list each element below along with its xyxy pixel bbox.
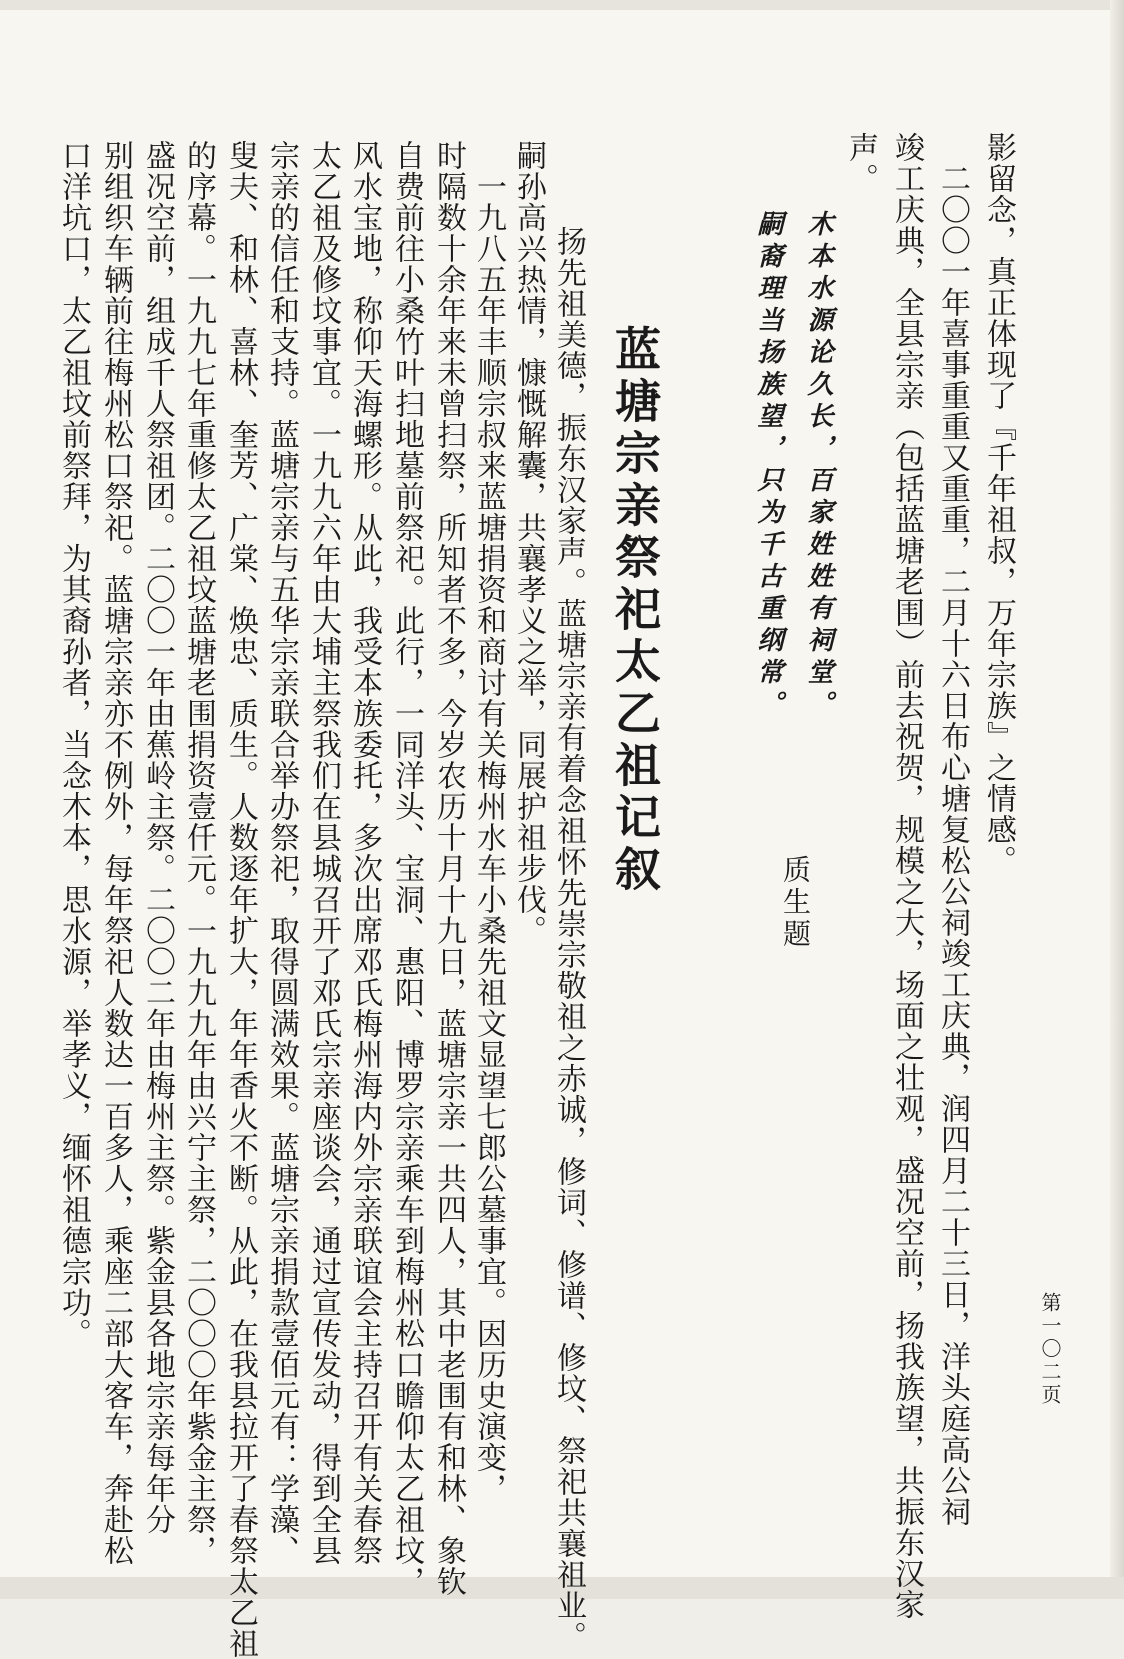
body-text-line: 扬先祖美德，振东汉家声。蓝塘宗亲有着念祖怀先崇宗敬祖之赤诚，修词、修谱、修坟、祭祀共襄祖业。 — [551, 195, 586, 1652]
body-text-line: 叟夫、和林、喜林、奎芳、广棠、焕忠、质生。人数逐年扩大，年年香火不断。从此，在我县拉开了春祭太乙祖 — [223, 140, 258, 1659]
body-text-line: 太乙祖及修坟事宜。一九九六年由大埔主祭我们在县城召开了邓氏宗亲座谈会，通过宣传发动，得到全县 — [306, 140, 341, 1566]
upper-text-line: 竣工庆典，全县宗亲（包括蓝塘老围）前去祝贺，规模之大，场面之壮观，盛况空前，扬我族望，共振东汉家 — [889, 132, 924, 1620]
body-text-line: 风水宝地，称仰天海螺形。从此，我受本族委托，多次出席邓氏梅州海内外宗亲联谊会主持召开有关春祭 — [347, 140, 382, 1566]
upper-text-line: 二〇〇一年喜事重重又重重，二月十六日布心塘复松公祠竣工庆典，润四月二十三日，洋头庭高公祠 — [935, 132, 970, 1527]
body-text-line: 盛况空前，组成千人祭祖团。二〇〇一年由蕉岭主祭。二〇〇二年由梅州主祭。紫金县各地宗亲每年分 — [140, 140, 175, 1535]
body-text-line: 嗣孙高兴热情，慷慨解囊，共襄孝义之举，同展护祖步伐。 — [511, 140, 546, 946]
body-text-line: 的序幕。一九九七年重修太乙祖坟蓝塘老围捐资壹仟元。一九九九年由兴宁主祭，二〇〇〇年紫金主祭， — [181, 140, 216, 1566]
body-text-line: 一九八五年丰顺宗叔来蓝塘捐资和商讨有关梅州水车小桑先祖文显望七郎公墓事宜。因历史演变， — [471, 140, 506, 1504]
page-number: 第一〇二页 — [1038, 1292, 1062, 1407]
poem-line: 嗣裔理当扬族望，只为千古重纲常。 — [753, 210, 783, 722]
article-title: 蓝塘宗亲祭祀太乙祖记叙 — [608, 325, 662, 897]
page-edge-right — [1110, 0, 1124, 1599]
upper-text-line: 影留念，真正体现了『千年祖叔，万年宗族』之情感。 — [981, 132, 1016, 876]
body-text-line: 时隔数十余年来未曾扫祭，所知者不多，今岁农历十月十九日，蓝塘宗亲一共四人，其中老围有和林、象钦 — [431, 140, 466, 1597]
page-edge-top — [0, 0, 1124, 10]
poem-line: 木本水源论久长，百家姓姓有祠堂。 — [803, 210, 833, 722]
body-text-line: 别组织车辆前往梅州松口祭祀。蓝塘宗亲亦不例外，每年祭祀人数达一百多人，乘座二部大客车，奔赴松 — [98, 140, 133, 1566]
upper-text-line: 声。 — [843, 132, 878, 194]
body-text-line: 自费前往小桑竹叶扫地墓前祭祀。此行，一同洋头、宝洞、惠阳、博罗宗亲乘车到梅州松口瞻仰太乙祖坟， — [389, 140, 424, 1597]
signature: 质生题 — [779, 855, 812, 951]
body-text-line: 宗亲的信任和支持。蓝塘宗亲与五华宗亲联合举办祭祀，取得圆满效果。蓝塘宗亲捐款壹佰元有：学藻、 — [264, 140, 299, 1566]
body-text-line: 口洋坑口，太乙祖坟前祭拜，为其裔孙者，当念木本，思水源，举孝义，缅怀祖德宗功。 — [56, 140, 91, 1349]
